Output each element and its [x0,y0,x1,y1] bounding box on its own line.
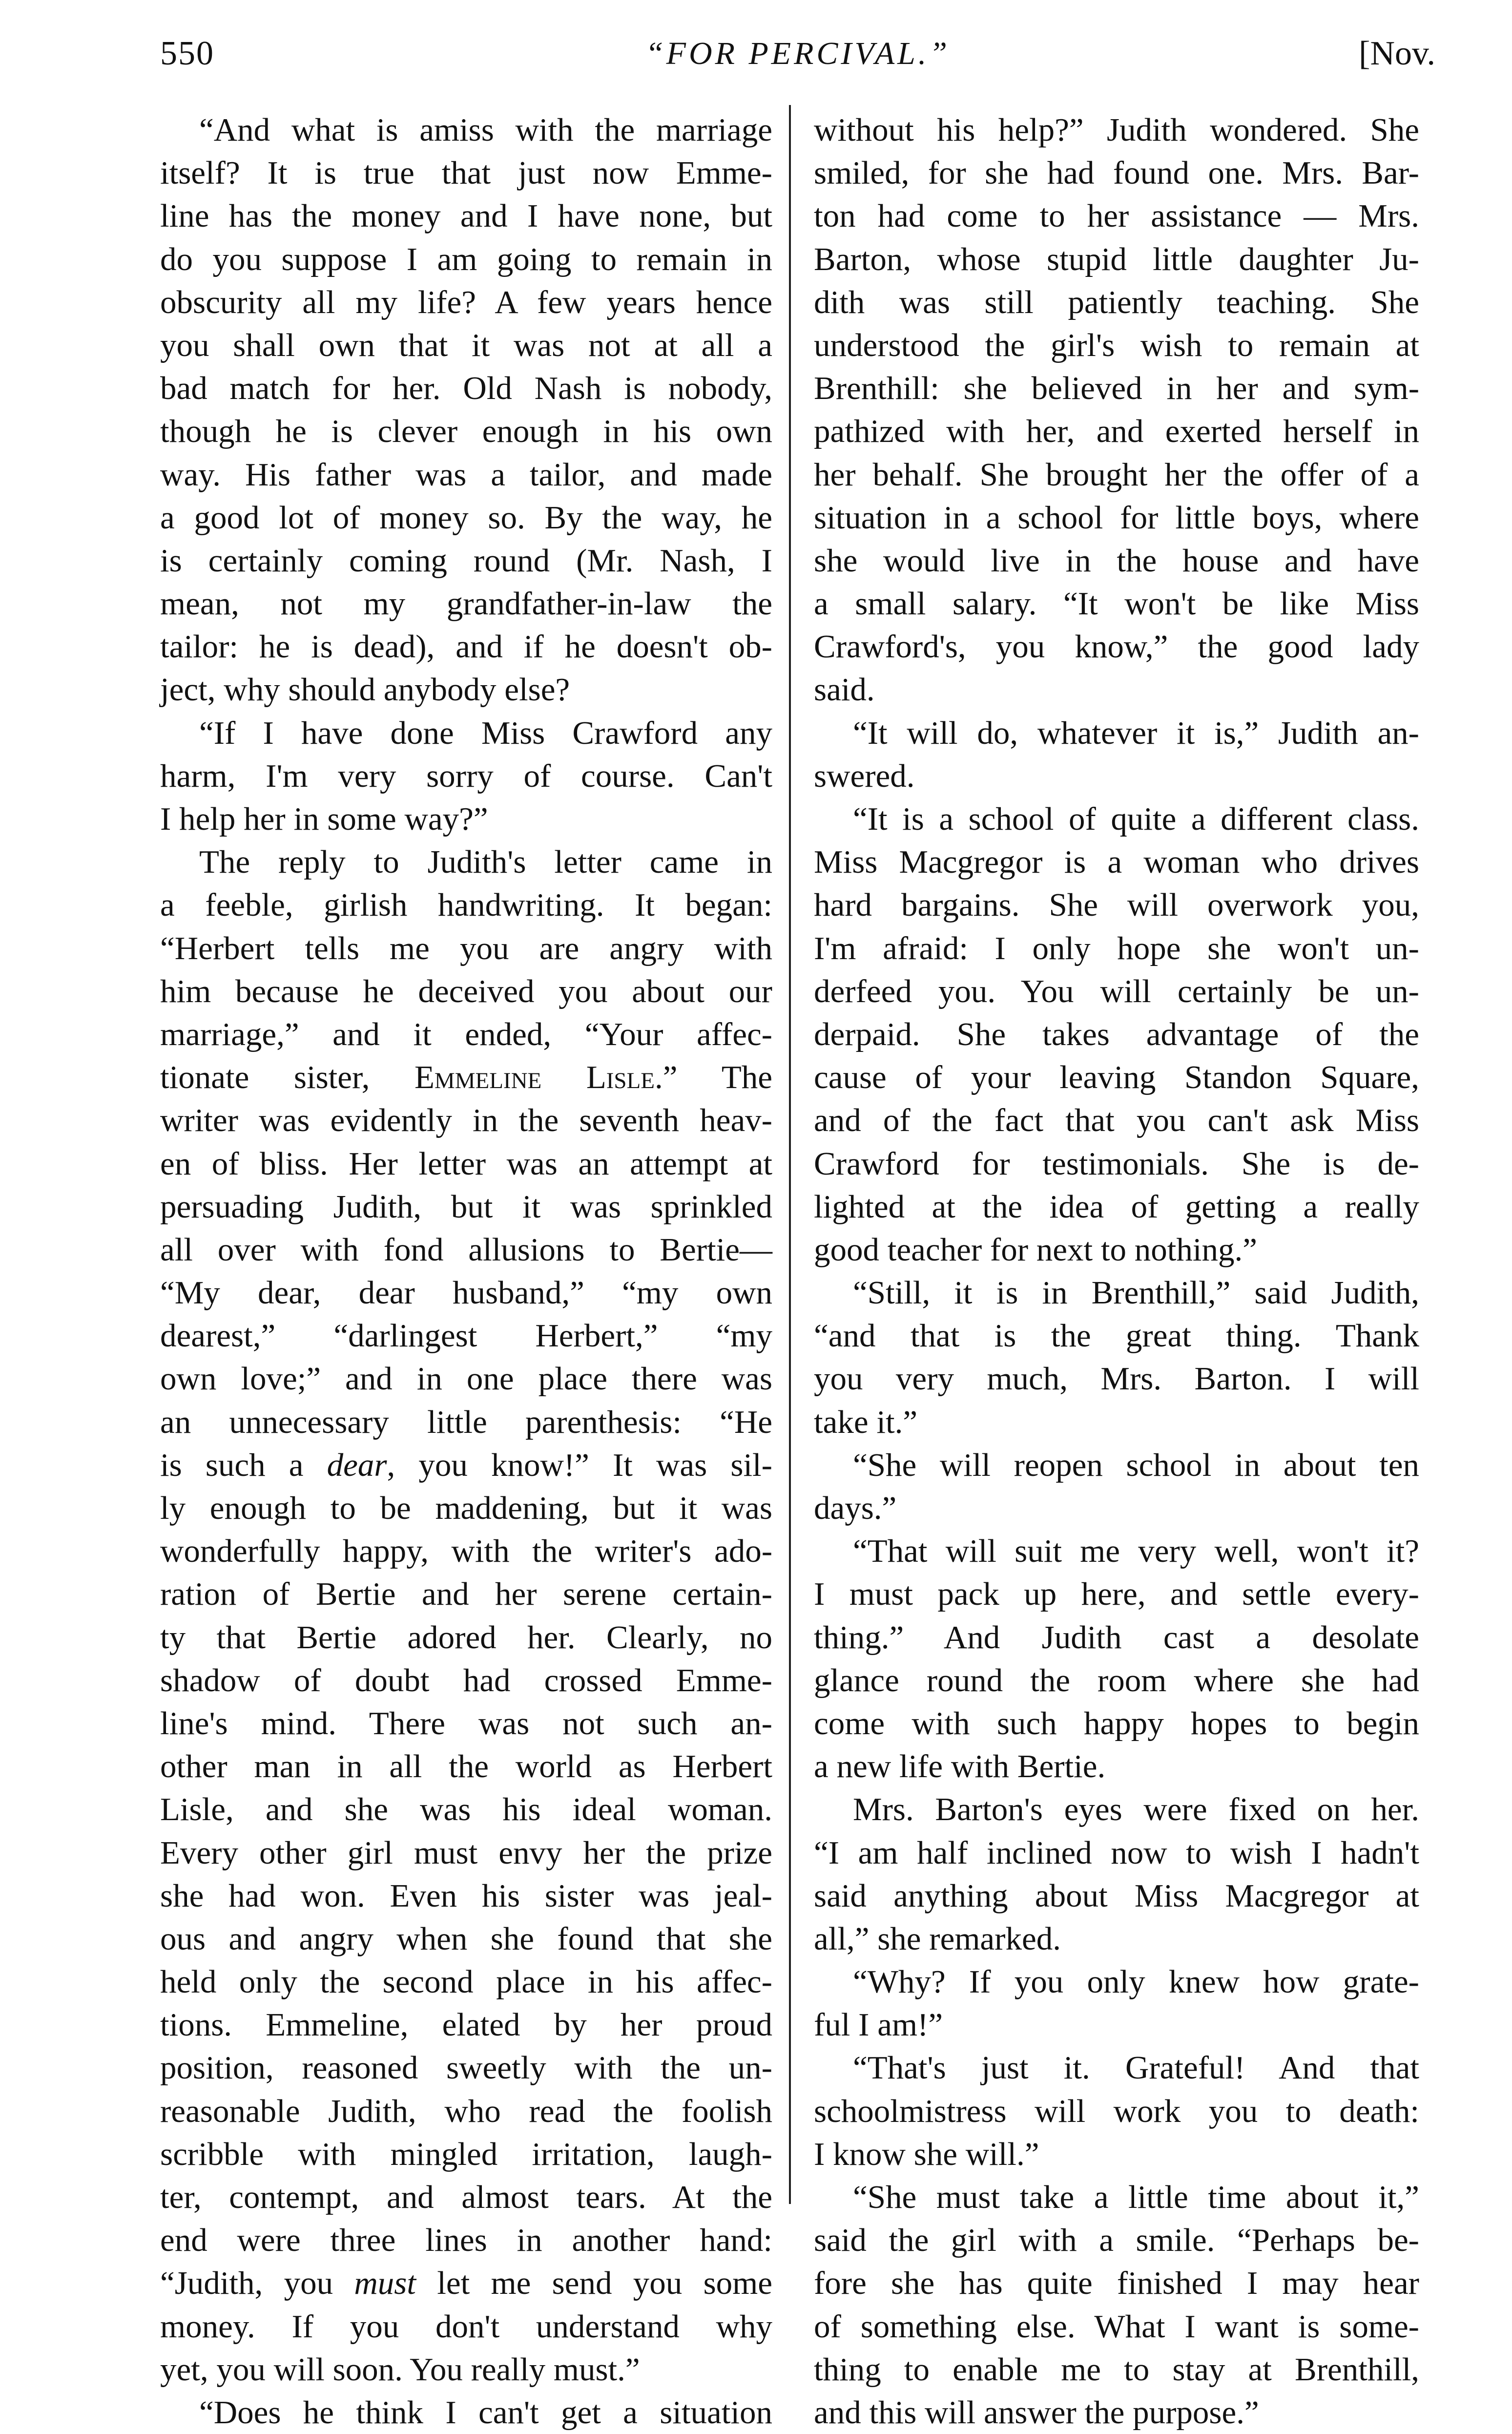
text-line: “She must take a little time about it,” [853,2179,1419,2215]
text-line: Crawford for testimonials. She is de- [814,1145,1419,1182]
text-line: she would live in the house and have [814,542,1419,579]
text-line: reasonable Judith, who read the foolish [160,2093,772,2129]
text-line: an unnecessary little parenthesis: “He [160,1404,772,1440]
text-line: him because he deceived you about our [160,973,772,1009]
text-line: smiled, for she had found one. Mrs. Bar- [814,155,1419,191]
text-line: held only the second place in his affec- [160,1964,772,2000]
running-header [160,27,1435,81]
text-line: come with such happy hopes to begin [814,1705,1419,1742]
text-line: ration of Bertie and her serene certain- [160,1576,772,1613]
text-line: all over with fond allusions to Bertie— [160,1231,772,1268]
italic-emphasis: must [354,2265,416,2302]
text-line: thing to enable me to stay at Brenthill, [814,2351,1419,2388]
column-divider [789,105,791,2204]
text-line: line's mind. There was not such an- [160,1705,772,1742]
text-line: “She will reopen school in about ten [853,1447,1419,1483]
text-line: own love;” and in one place there was [160,1361,772,1397]
text-line: “Does he think I can't get a situation [199,2394,772,2431]
text-line: “Why? If you only knew how grate- [853,1964,1419,2000]
text-line: is such a dear, you know!” It was sil- [160,1447,772,1483]
text-line: ous and angry when she found that she [160,1920,772,1957]
page-number: 550 [160,35,214,72]
text-line: you very much, Mrs. Barton. I will [814,1361,1419,1397]
text-line: though he is clever enough in his own [160,413,772,450]
text-line: writer was evidently in the seventh heav- [160,1102,772,1139]
text-line: “If I have done Miss Crawford any [199,714,772,751]
text-line: take it.” [814,1404,918,1440]
text-line: ty that Bertie adored her. Clearly, no [160,1619,772,1656]
text-line: way. His father was a tailor, and made [160,456,772,493]
text-line: yet, you will soon. You really must.” [160,2351,640,2388]
text-line: Brenthill: she believed in her and sym- [814,370,1419,407]
text-line: itself? It is true that just now Emme- [160,155,772,191]
text-line: ly enough to be maddening, but it was [160,1490,772,1526]
text-line: cause of your leaving Standon Square, [814,1059,1419,1096]
text-line: without his help?” Judith wondered. She [814,112,1419,148]
text-line: glance round the room where she had [814,1662,1419,1699]
text-line: a new life with Bertie. [814,1748,1106,1785]
text-line: marriage,” and it ended, “Your affec- [160,1016,772,1052]
issue-month: [Nov. [1359,35,1435,72]
text-line: Every other girl must envy her the prize [160,1834,772,1871]
text-line: situation in a school for little boys, where [814,499,1419,536]
text-line: ter, contempt, and almost tears. At the [160,2179,772,2215]
text-line: “It is a school of quite a different class. [853,801,1419,837]
text-line: “And what is amiss with the marriage [199,112,772,148]
text-line: Crawford's, you know,” the good lady [814,629,1419,665]
text-line: “It will do, whatever it is,” Judith an- [853,714,1419,751]
text-line: dith was still patiently teaching. She [814,284,1419,320]
text-line: all,” she remarked. [814,1920,1061,1957]
text-line: I know she will.” [814,2136,1039,2172]
text-line: I'm afraid: I only hope she won't un- [814,930,1419,966]
text-line: good teacher for next to nothing.” [814,1231,1257,1268]
running-title: “FOR PERCIVAL.” [645,36,951,71]
text-line: you shall own that it was not at all a [160,327,772,363]
text-line: hard bargains. She will overwork you, [814,887,1419,923]
small-caps-name: Emmeline Lisle [414,1059,655,1096]
text-line: Mrs. Barton's eyes were fixed on her. [853,1791,1419,1828]
left-column [160,108,772,2434]
text-line: understood the girl's wish to remain at [814,327,1419,363]
text-line: said anything about Miss Macgregor at [814,1877,1419,1914]
text-line: Lisle, and she was his ideal woman. [160,1791,772,1828]
text-line: “Still, it is in Brenthill,” said Judith, [853,1275,1419,1311]
text-line: schoolmistress will work you to death: [814,2093,1419,2129]
text-line: I must pack up here, and settle every- [814,1576,1419,1613]
text-line: end were three lines in another hand: [160,2222,772,2259]
text-line: “and that is the great thing. Thank [814,1318,1419,1354]
text-line: tions. Emmeline, elated by her proud [160,2007,772,2043]
text-line: a small salary. “It won't be like Miss [814,586,1419,622]
text-line: “My dear, dear husband,” “my own [160,1275,772,1311]
text-line: derpaid. She takes advantage of the [814,1016,1419,1052]
text-line: fore she has quite finished I may hear [814,2265,1419,2302]
text-line: line has the money and I have none, but [160,198,772,234]
text-line: mean, not my grandfather-in-law the [160,586,772,622]
text-line: shadow of doubt had crossed Emme- [160,1662,772,1699]
text-line: ton had come to her assistance — Mrs. [814,198,1419,234]
text-line: is certainly coming round (Mr. Nash, I [160,542,772,579]
text-line: persuading Judith, but it was sprinkled [160,1188,772,1225]
text-line: “That's just it. Grateful! And that [853,2050,1419,2086]
text-line: swered. [814,757,915,794]
text-line: and of the fact that you can't ask Miss [814,1102,1419,1139]
text-line: The reply to Judith's letter came in [199,844,772,881]
text-line: harm, I'm very sorry of course. Can't [160,757,772,794]
text-line: derfeed you. You will certainly be un- [814,973,1419,1009]
text-line: position, reasoned sweetly with the un- [160,2050,772,2086]
text-line: lighted at the idea of getting a really [814,1188,1419,1225]
text-line: dearest,” “darlingest Herbert,” “my [160,1318,772,1354]
text-line: “I am half inclined now to wish I hadn't [814,1834,1419,1871]
text-line: said. [814,671,875,708]
text-line: ject, why should anybody else? [160,671,570,708]
text-line: a good lot of money so. By the way, he [160,499,772,536]
right-column [814,108,1419,2434]
text-line: money. If you don't understand why [160,2308,772,2345]
text-line: of something else. What I want is some- [814,2308,1419,2345]
text-line: “Herbert tells me you are angry with [160,930,772,966]
text-line: days.” [814,1490,897,1526]
text-line: obscurity all my life? A few years hence [160,284,772,320]
text-line: Barton, whose stupid little daughter Ju- [814,241,1419,277]
text-line: “Judith, you must let me send you some [160,2265,772,2302]
text-line: a feeble, girlish handwriting. It began: [160,887,772,923]
text-line: thing.” And Judith cast a desolate [814,1619,1419,1656]
text-line: ful I am!” [814,2007,943,2043]
text-line: Miss Macgregor is a woman who drives [814,844,1419,881]
text-line: pathized with her, and exerted herself in [814,413,1419,450]
text-line: said the girl with a smile. “Perhaps be- [814,2222,1419,2259]
text-line: and this will answer the purpose.” [814,2394,1259,2431]
text-line: en of bliss. Her letter was an attempt at [160,1145,772,1182]
italic-emphasis: dear [327,1447,387,1483]
text-line: tionate sister, Emmeline Lisle.” The [160,1059,772,1096]
text-line: I help her in some way?” [160,801,488,837]
text-line: tailor: he is dead), and if he doesn't ob- [160,629,772,665]
text-line: “That will suit me very well, won't it? [853,1533,1419,1570]
text-line: other man in all the world as Herbert [160,1748,772,1785]
text-line: she had won. Even his sister was jeal- [160,1877,772,1914]
text-line: bad match for her. Old Nash is nobody, [160,370,772,407]
text-line: do you suppose I am going to remain in [160,241,772,277]
text-line: wonderfully happy, with the writer's ado- [160,1533,772,1570]
text-line: her behalf. She brought her the offer of a [814,456,1419,493]
text-line: scribble with mingled irritation, laugh- [160,2136,772,2172]
